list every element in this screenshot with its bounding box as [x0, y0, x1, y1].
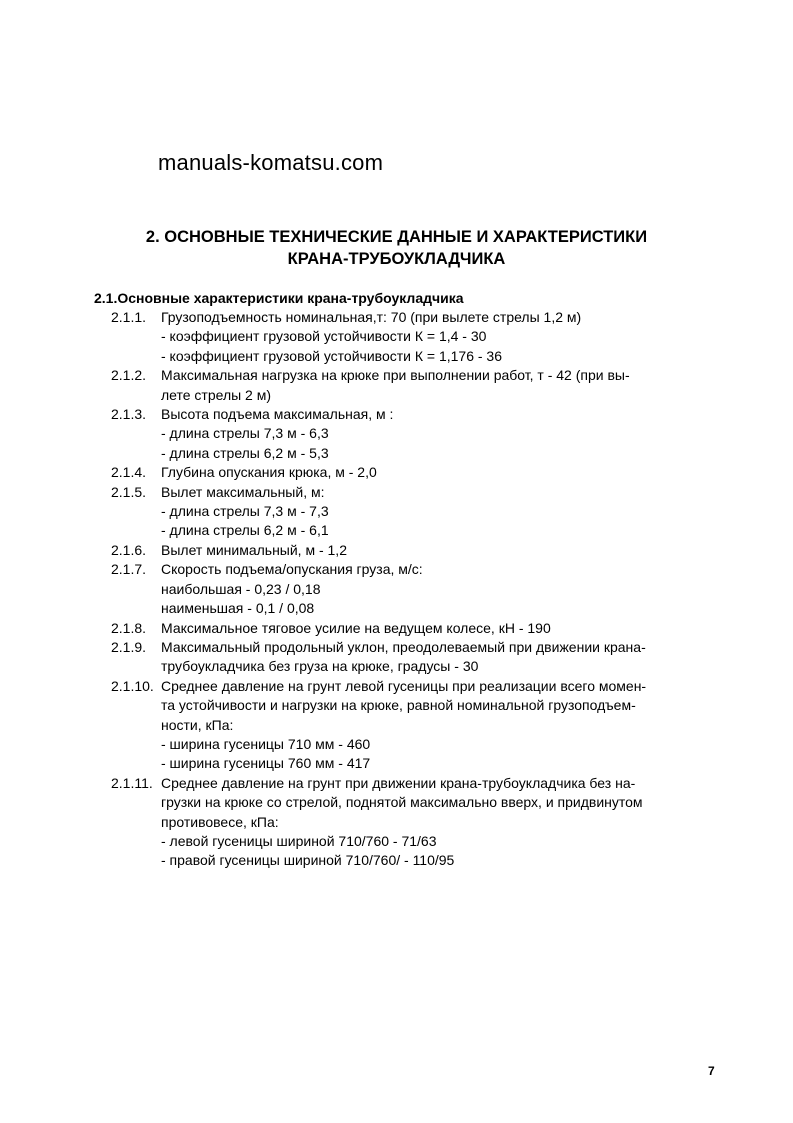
- spec-list: [111, 308, 721, 871]
- item-number: 2.1.9.: [111, 638, 147, 655]
- item-number: 2.1.10.: [111, 677, 154, 694]
- item-line: трубоукладчика без груза на крюке, градусы - 30: [161, 658, 479, 675]
- watermark: manuals-komatsu.com: [158, 150, 384, 175]
- item-text: [161, 463, 721, 482]
- item-text: [161, 541, 721, 560]
- item-number: 2.1.2.: [111, 367, 147, 384]
- spec-item: [111, 366, 721, 405]
- item-line: грузки на крюке со стрелой, поднятой максимально вверх, и придвинутом: [161, 794, 643, 811]
- item-number: 2.1.11.: [111, 774, 153, 791]
- item-line: Максимальное тяговое усилие на ведущем колесе, кН - 190: [161, 619, 551, 636]
- spec-item: [111, 463, 721, 482]
- item-text: [161, 366, 721, 405]
- item-line: Вылет минимальный, м - 1,2: [161, 541, 347, 558]
- spec-item: [111, 619, 721, 638]
- item-text: [161, 483, 721, 541]
- item-number: 2.1.3.: [111, 406, 147, 423]
- spec-item: [111, 308, 721, 366]
- item-line: - длина стрелы 7,3 м - 7,3: [161, 503, 329, 520]
- item-line: - длина стрелы 6,2 м - 6,1: [161, 522, 329, 539]
- section-heading: 2.1.Основные характеристики крана-трубоукладчика: [94, 290, 464, 306]
- spec-item: [111, 774, 721, 871]
- item-line: - длина стрелы 6,2 м - 5,3: [161, 444, 329, 461]
- item-number: 2.1.7.: [111, 561, 147, 578]
- item-number: 2.1.8.: [111, 619, 147, 636]
- item-text: [161, 405, 721, 463]
- item-line: ности, кПа:: [161, 716, 234, 733]
- item-line: - ширина гусеницы 710 мм - 460: [161, 735, 371, 752]
- title-line-1: 2. ОСНОВНЫЕ ТЕХНИЧЕСКИЕ ДАННЫЕ И ХАРАКТЕРИСТИКИ: [145, 228, 648, 246]
- spec-item: [111, 405, 721, 463]
- spec-item: [111, 638, 721, 677]
- item-line: - правой гусеницы шириной 710/760/ - 110/95: [161, 852, 455, 869]
- item-line: наименьшая - 0,1 / 0,08: [161, 600, 315, 617]
- item-line: Глубина опускания крюка, м - 2,0: [161, 464, 377, 481]
- spec-item: [111, 560, 721, 618]
- item-line: наибольшая - 0,23 / 0,18: [161, 580, 321, 597]
- item-text: [161, 619, 721, 638]
- spec-item: [111, 677, 721, 774]
- title-line-2: КРАНА-ТРУБОУКЛАДЧИКА: [287, 250, 506, 268]
- spec-item: [111, 541, 721, 560]
- item-text: [161, 677, 721, 774]
- item-line: Среднее давление на грунт левой гусеницы при реализации всего момен-: [161, 677, 647, 694]
- item-line: - длина стрелы 7,3 м - 6,3: [161, 425, 329, 442]
- page-title: [0, 226, 793, 270]
- item-number: 2.1.4.: [111, 464, 147, 481]
- item-text: [161, 560, 721, 618]
- page-number: 7: [708, 1064, 715, 1078]
- item-text: [161, 638, 721, 677]
- item-line: противовесе, кПа:: [161, 813, 279, 830]
- item-line: Высота подъема максимальная, м :: [161, 406, 394, 423]
- item-line: Максимальная нагрузка на крюке при выполнении работ, т - 42 (при вы-: [161, 367, 630, 384]
- item-line: Скорость подъема/опускания груза, м/с:: [161, 561, 423, 578]
- item-line: Грузоподъемность номинальная,т: 70 (при вылете стрелы 1,2 м): [161, 309, 582, 325]
- item-line: та устойчивости и нагрузки на крюке, равной номинальной грузоподъем-: [161, 697, 636, 714]
- item-line: - левой гусеницы шириной 710/760 - 71/63: [161, 832, 437, 849]
- item-line: Среднее давление на грунт при движении крана-трубоукладчика без на-: [161, 774, 636, 791]
- item-text: [161, 774, 721, 871]
- item-number: 2.1.5.: [111, 483, 147, 500]
- item-line: Вылет максимальный, м:: [161, 483, 325, 500]
- item-line: - коэффициент грузовой устойчивости К = 1,4 - 30: [161, 328, 487, 345]
- item-line: - коэффициент грузовой устойчивости К = 1,176 - 36: [161, 347, 503, 364]
- item-line: лете стрелы 2 м): [161, 386, 272, 403]
- item-line: Максимальный продольный уклон, преодолеваемый при движении крана-: [161, 638, 646, 655]
- spec-item: [111, 483, 721, 541]
- item-number: 2.1.6.: [111, 541, 147, 558]
- item-text: [161, 308, 721, 366]
- item-number: 2.1.1.: [111, 309, 147, 325]
- item-line: - ширина гусеницы 760 мм - 417: [161, 755, 371, 772]
